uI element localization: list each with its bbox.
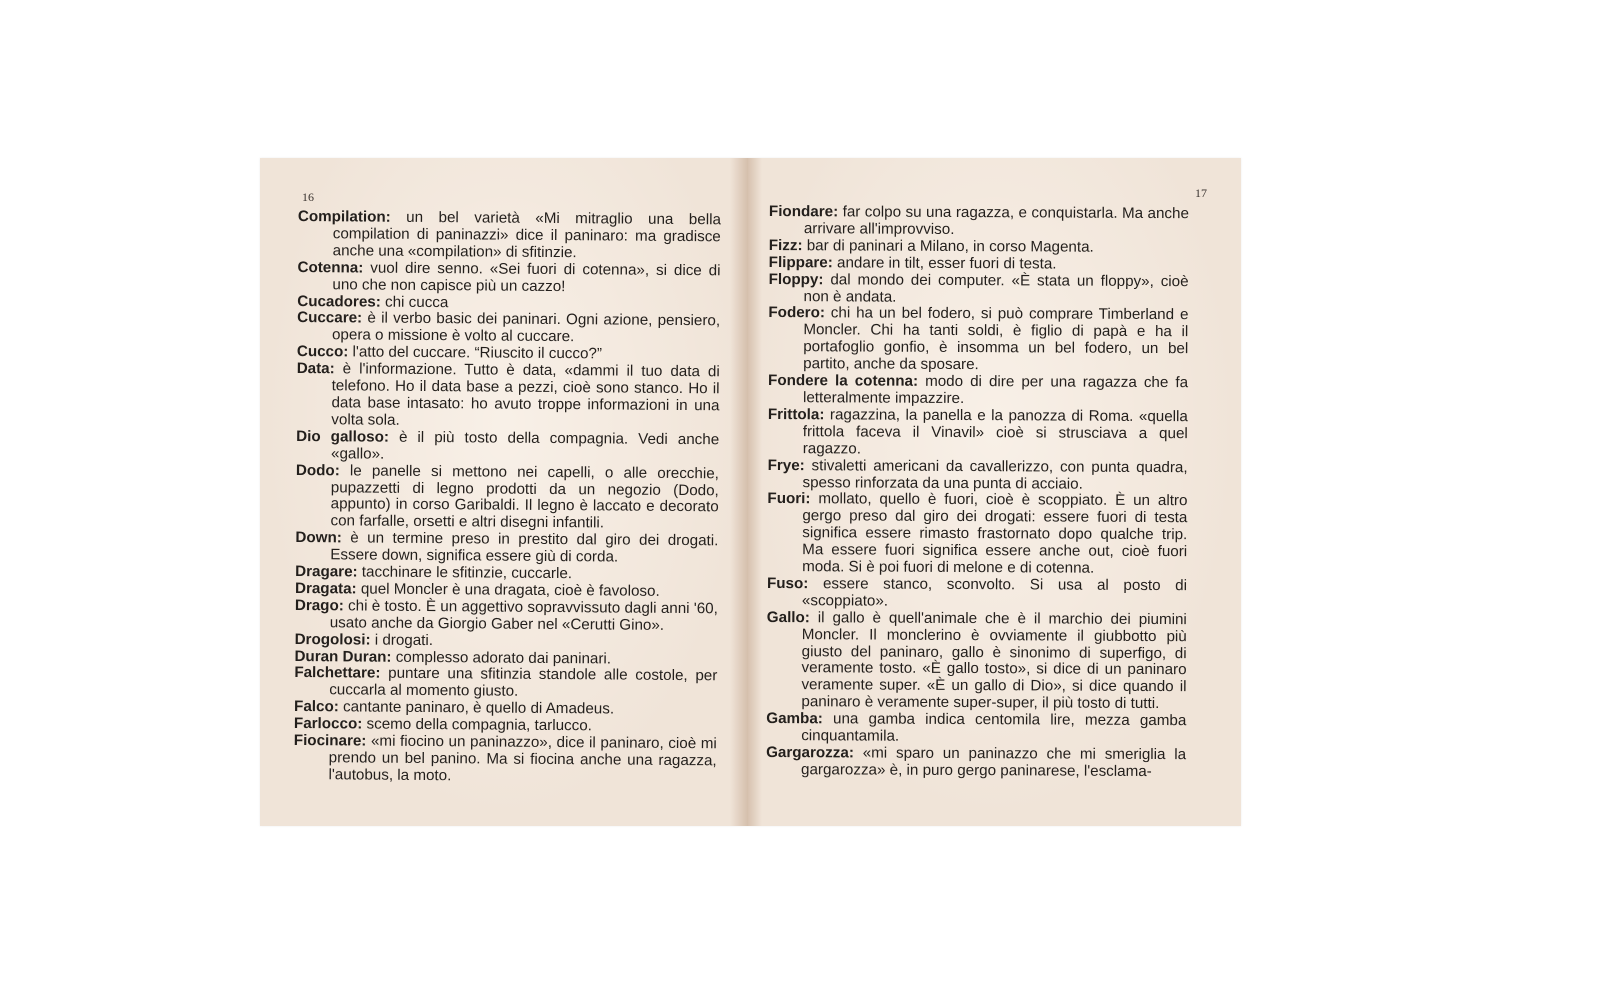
entry-term: Gamba:: [766, 710, 823, 728]
dictionary-entry: [768, 373, 1188, 409]
gutter-shadow: [730, 158, 748, 826]
dictionary-entry: [293, 733, 716, 787]
entry-definition: complesso adorato dai paninari.: [391, 648, 612, 668]
entry-definition: «mi sparo un paninazzo che mi smeriglia la gargarozza» è, in puro gergo paninarese, l'esclama-: [800, 744, 1187, 780]
entry-term: Fizz:: [768, 236, 803, 254]
entry-term: Fiocinare:: [293, 732, 367, 750]
entry-term: Frittola:: [767, 405, 825, 424]
dictionary-entry: [295, 463, 719, 534]
entry-definition: «mi fiocino un paninazzo», dice il paninaro, cioè mi prendo un bel panino. Ma si fiocina anche una ragazza, l'autobus, la moto.: [328, 732, 717, 785]
dictionary-entry: [766, 711, 1186, 747]
entry-definition: essere stanco, sconvolto. Si usa al posto di «scoppiato».: [801, 575, 1188, 610]
entry-definition: chi è tosto. È un aggettivo sopravvissuto dagli anni '60, usato anche da Giorgio Gaber nel «Cerutti Gino».: [329, 597, 718, 634]
dictionary-entry: [297, 310, 720, 347]
dictionary-entry: [294, 665, 717, 702]
dictionary-entry: [766, 745, 1186, 781]
dictionary-entry: [296, 429, 719, 466]
entry-term: Data:: [296, 360, 335, 378]
entry-term: Drago:: [294, 596, 344, 615]
entry-definition: bar di paninari a Milano, in corso Magenta.: [802, 236, 1094, 256]
entry-term: Compilation:: [297, 208, 391, 226]
entry-term: Dragare:: [295, 563, 358, 581]
entry-definition: tacchinare le sfitinzie, cuccarle.: [357, 563, 573, 583]
entry-definition: chi cucca: [380, 293, 449, 311]
entry-definition: mollato, quello è fuori, cioè è scoppiato. È un altro gergo preso dal giro dei drogati: essere fuori di testa significa essere rimasto frastornato dopo qualche trip. Ma essere fuori significa essere anche out, cioè fuori moda. Si è poi fuori di melone e di cotenna.: [802, 490, 1188, 577]
dictionary-entry: [768, 305, 1188, 375]
dictionary-entry: [767, 458, 1187, 494]
entry-term: Floppy:: [768, 270, 824, 288]
dictionary-entry: [295, 530, 718, 567]
entry-definition: è il più tosto della compagnia. Vedi anche «gallo».: [331, 428, 720, 463]
entry-term: Fodero:: [768, 304, 826, 322]
entry-term: Dio galloso:: [296, 427, 390, 446]
entry-definition: chi ha un bel fodero, si può comprare Timberland e Moncler. Chi ha tanti soldi, è figlio di papà e ha il portafoglio gonfio, è insomma un bel fodero, un bel partito, anche da sposare.: [803, 304, 1189, 374]
entry-term: Fiondare:: [768, 203, 839, 221]
dictionary-entry: [768, 272, 1188, 308]
entry-term: Fuso:: [766, 574, 809, 593]
entry-definition: ragazzina, la panella e la panozza di Roma. «quella frittola faceva il Vinavil» cioè si strusciava a quel ragazzo.: [802, 406, 1188, 458]
left-page: [260, 158, 748, 826]
right-entries: [766, 204, 1189, 781]
dictionary-entry: [297, 260, 720, 297]
book-spread: [260, 158, 1241, 826]
dictionary-entry: [298, 209, 721, 263]
dictionary-entry: [295, 598, 718, 635]
entry-definition: le panelle si mettono nei capelli, o alle orecchie, pupazzetti di legno prodotti da un negozio (Dodo, appunto) in corso Garibaldi. Il legno è laccato e decorato con farfalle, orsetti e altri disegni infantili.: [330, 461, 720, 532]
dictionary-entry: [767, 491, 1187, 578]
entry-definition: è l'informazione. Tutto è data, «dammi il tuo data di telefono. Ho il data base a pezzi, cioè sono stanco. Ho il data base intasato: ho avuto troppe informazioni in una volta sola.: [331, 360, 720, 429]
entry-definition: vuol dire senno. «Sei fuori di cotenna», si dice di uno che non capisce più un cazzo!: [332, 259, 721, 295]
entry-definition: far colpo su una ragazza, e conquistarla. Ma anche arrivare all'improvviso.: [803, 203, 1189, 238]
entry-term: Gallo:: [766, 608, 810, 626]
entry-definition: è un termine preso in prestito dal giro dei drogati. Essere down, significa essere giù di corda.: [330, 529, 719, 566]
entry-definition: dal mondo dei computer. «È stata un floppy», cioè non è andata.: [803, 270, 1189, 306]
entry-definition: è il verbo basic dei paninari. Ogni azione, pensiero, opera o missione è volto al cuccare.: [331, 309, 721, 346]
entry-term: Down:: [295, 529, 342, 547]
entry-definition: puntare una sfitinzia standole alle costole, per cuccarla al momento giusto.: [329, 665, 718, 701]
dictionary-entry: [767, 576, 1187, 612]
entry-definition: modo di dire per una ragazza che fa letteralmente impazzire.: [802, 372, 1189, 407]
gutter-shadow: [748, 158, 762, 826]
entry-term: Frye:: [767, 456, 805, 474]
right-page: [748, 158, 1241, 826]
entry-term: Dodo:: [295, 461, 340, 479]
entry-term: Falchettare:: [294, 664, 381, 683]
entry-definition: quel Moncler è una dragata, cioè è favoloso.: [356, 580, 660, 600]
entry-definition: scemo della compagnia, tarlucco.: [362, 715, 592, 735]
entry-term: Fuori:: [767, 490, 811, 508]
entry-term: Falco:: [294, 698, 339, 716]
entry-definition: il gallo è quell'animale che è il marchio dei piumini Moncler. Il monclerino è ovviamente il giubbotto più giusto del paninaro, gallo è sinonimo di superfigo, di veramente tosto. «È gallo tosto», si dice di un paninaro veramente super. «È un gallo di Dio», si dice quando il paninaro è veramente super-super, il più tosto di tutti.: [801, 608, 1187, 713]
dictionary-entry: [768, 407, 1188, 460]
dictionary-entry: [766, 610, 1187, 714]
entry-term: Cucco:: [296, 343, 349, 361]
entry-definition: andare in tilt, esser fuori di testa.: [832, 254, 1057, 273]
entry-term: Farlocco:: [293, 715, 363, 733]
entry-term: Dragata:: [294, 579, 357, 598]
dictionary-entry: [769, 204, 1189, 240]
entry-term: Gargarozza:: [766, 743, 854, 762]
dictionary-entry: [296, 361, 720, 432]
page-number-left: 16: [302, 190, 314, 204]
entry-term: Cotenna:: [297, 258, 364, 277]
entry-term: Cuccare:: [297, 309, 363, 327]
entry-definition: stivaletti americani da cavallerizzo, con punta quadra, spesso rinforzata da una punta di acciaio.: [802, 456, 1188, 493]
entry-term: Fondere la cotenna:: [768, 372, 919, 390]
page-number-right: 17: [1195, 186, 1207, 200]
entry-term: Duran Duran:: [294, 647, 392, 666]
left-entries: [293, 209, 721, 787]
entry-definition: cantante paninaro, è quello di Amadeus.: [338, 698, 615, 718]
entry-definition: l'atto del cuccare. “Riuscito il cucco?”: [348, 343, 603, 363]
entry-term: Drogolosi:: [294, 630, 371, 649]
entry-definition: un bel varietà «Mi mitraglio una bella compilation di paninazzi» dice il paninaro: ma gradisce anche una «compilation» di sfitinzie.: [332, 208, 721, 262]
entry-definition: i drogati.: [370, 631, 434, 649]
entry-term: Cucadores:: [297, 292, 381, 311]
entry-term: Flippare:: [768, 253, 833, 272]
entry-definition: una gamba indica centomila lire, mezza gamba cinquantamila.: [801, 710, 1187, 745]
